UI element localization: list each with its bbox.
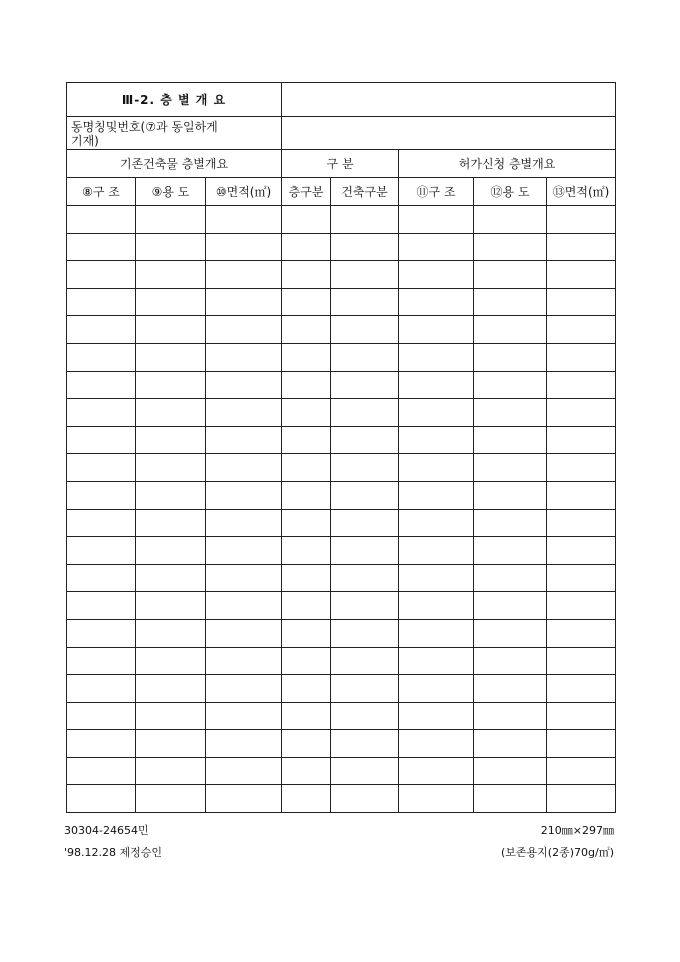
- table-cell[interactable]: [547, 619, 616, 647]
- table-cell[interactable]: [67, 619, 136, 647]
- table-cell[interactable]: [399, 647, 474, 675]
- table-cell[interactable]: [136, 647, 206, 675]
- table-cell[interactable]: [474, 564, 547, 592]
- table-cell[interactable]: [136, 730, 206, 758]
- table-cell[interactable]: [136, 288, 206, 316]
- table-cell[interactable]: [331, 675, 399, 703]
- table-cell[interactable]: [399, 730, 474, 758]
- table-cell[interactable]: [206, 481, 282, 509]
- table-cell[interactable]: [331, 261, 399, 289]
- table-cell[interactable]: [399, 206, 474, 234]
- paper-spec: (보존용지(2종)70g/㎡): [501, 846, 614, 859]
- table-row: [67, 702, 616, 730]
- table-cell[interactable]: [136, 261, 206, 289]
- form-number: 30304-24654민: [64, 824, 149, 837]
- table-cell[interactable]: [547, 730, 616, 758]
- division-section-header: 구 분: [282, 150, 399, 178]
- table-cell[interactable]: [399, 343, 474, 371]
- table-cell[interactable]: [547, 316, 616, 344]
- floor-overview-table: [66, 82, 616, 813]
- table-cell[interactable]: [399, 481, 474, 509]
- table-cell[interactable]: [136, 206, 206, 234]
- table-cell[interactable]: [206, 702, 282, 730]
- table-cell[interactable]: [206, 261, 282, 289]
- table-cell[interactable]: [67, 564, 136, 592]
- table-cell[interactable]: [136, 509, 206, 537]
- table-cell[interactable]: [136, 343, 206, 371]
- table-cell[interactable]: [282, 619, 331, 647]
- table-row: [67, 481, 616, 509]
- table-cell[interactable]: [282, 261, 331, 289]
- table-row: [67, 592, 616, 620]
- table-cell[interactable]: [136, 592, 206, 620]
- table-cell[interactable]: [67, 206, 136, 234]
- building-name-field[interactable]: [282, 117, 616, 150]
- table-row: [67, 619, 616, 647]
- table-cell[interactable]: [282, 343, 331, 371]
- table-row: [67, 316, 616, 344]
- data-rows: [67, 206, 616, 813]
- table-cell[interactable]: [331, 343, 399, 371]
- table-cell[interactable]: [206, 730, 282, 758]
- table-cell[interactable]: [67, 509, 136, 537]
- table-cell[interactable]: [206, 564, 282, 592]
- table-row: [67, 288, 616, 316]
- table-cell[interactable]: [547, 371, 616, 399]
- table-cell[interactable]: [282, 454, 331, 482]
- table-row: [67, 426, 616, 454]
- table-cell[interactable]: [547, 757, 616, 785]
- table-cell[interactable]: [331, 537, 399, 565]
- table-cell[interactable]: [282, 757, 331, 785]
- approval-date: '98.12.28 제정승인: [64, 846, 163, 859]
- table-cell[interactable]: [206, 509, 282, 537]
- table-cell[interactable]: [399, 371, 474, 399]
- table-cell[interactable]: [67, 702, 136, 730]
- table-cell[interactable]: [547, 647, 616, 675]
- table-cell[interactable]: [136, 675, 206, 703]
- building-label-line2: 기재): [71, 134, 99, 148]
- table-cell[interactable]: [399, 509, 474, 537]
- table-cell[interactable]: [67, 481, 136, 509]
- table-cell[interactable]: [67, 288, 136, 316]
- table-cell[interactable]: [136, 785, 206, 813]
- table-row: [67, 564, 616, 592]
- table-cell[interactable]: [399, 399, 474, 427]
- table-cell[interactable]: [547, 509, 616, 537]
- table-cell[interactable]: [67, 675, 136, 703]
- table-cell[interactable]: [547, 592, 616, 620]
- table-cell[interactable]: [67, 261, 136, 289]
- table-cell[interactable]: [331, 206, 399, 234]
- table-cell[interactable]: [331, 454, 399, 482]
- table-cell[interactable]: [282, 730, 331, 758]
- table-cell[interactable]: [136, 757, 206, 785]
- table-cell[interactable]: [206, 757, 282, 785]
- table-cell[interactable]: [474, 730, 547, 758]
- table-cell[interactable]: [136, 619, 206, 647]
- table-cell[interactable]: [206, 675, 282, 703]
- table-cell[interactable]: [136, 537, 206, 565]
- table-cell[interactable]: [331, 730, 399, 758]
- table-cell[interactable]: [474, 288, 547, 316]
- table-cell[interactable]: [282, 288, 331, 316]
- table-cell[interactable]: [282, 647, 331, 675]
- table-cell[interactable]: [206, 371, 282, 399]
- table-row: [67, 509, 616, 537]
- table-cell[interactable]: [136, 426, 206, 454]
- table-cell[interactable]: [399, 454, 474, 482]
- table-cell[interactable]: [474, 647, 547, 675]
- table-cell[interactable]: [399, 564, 474, 592]
- table-cell[interactable]: [136, 702, 206, 730]
- table-row: [67, 343, 616, 371]
- column-header-area: ⑩면적(㎡): [206, 178, 282, 206]
- table-cell[interactable]: [67, 399, 136, 427]
- table-cell[interactable]: [399, 316, 474, 344]
- table-cell[interactable]: [399, 757, 474, 785]
- table-cell[interactable]: [282, 564, 331, 592]
- table-cell[interactable]: [399, 537, 474, 565]
- existing-section-header: 기존건축물 층별개요: [67, 150, 282, 178]
- table-cell[interactable]: [67, 371, 136, 399]
- table-row: [67, 785, 616, 813]
- column-header-permit-structure: ⑪구 조: [399, 178, 474, 206]
- table-cell[interactable]: [331, 288, 399, 316]
- title-value-field[interactable]: [282, 83, 616, 117]
- table-cell[interactable]: [206, 592, 282, 620]
- table-cell[interactable]: [547, 399, 616, 427]
- table-cell[interactable]: [331, 426, 399, 454]
- table-cell[interactable]: [67, 757, 136, 785]
- table-cell[interactable]: [67, 647, 136, 675]
- table-cell[interactable]: [331, 481, 399, 509]
- table-cell[interactable]: [282, 675, 331, 703]
- table-cell[interactable]: [474, 592, 547, 620]
- table-cell[interactable]: [136, 316, 206, 344]
- table-cell[interactable]: [331, 371, 399, 399]
- table-cell[interactable]: [474, 371, 547, 399]
- table-cell[interactable]: [206, 316, 282, 344]
- table-cell[interactable]: [331, 785, 399, 813]
- table-cell[interactable]: [547, 343, 616, 371]
- table-cell[interactable]: [67, 537, 136, 565]
- table-row: [67, 730, 616, 758]
- table-cell[interactable]: [206, 399, 282, 427]
- table-cell[interactable]: [474, 426, 547, 454]
- table-cell[interactable]: [206, 233, 282, 261]
- table-cell[interactable]: [474, 537, 547, 565]
- table-cell[interactable]: [282, 785, 331, 813]
- table-cell[interactable]: [136, 481, 206, 509]
- table-row: [67, 647, 616, 675]
- building-name-label: [67, 117, 282, 150]
- table-cell[interactable]: [206, 537, 282, 565]
- table-cell[interactable]: [547, 785, 616, 813]
- table-cell[interactable]: [331, 509, 399, 537]
- table-cell[interactable]: [282, 233, 331, 261]
- table-cell[interactable]: [474, 785, 547, 813]
- table-cell[interactable]: [547, 426, 616, 454]
- table-cell[interactable]: [282, 426, 331, 454]
- table-cell[interactable]: [399, 592, 474, 620]
- column-header-permit-use: ⑫용 도: [474, 178, 547, 206]
- table-cell[interactable]: [67, 785, 136, 813]
- table-cell[interactable]: [136, 564, 206, 592]
- table-cell[interactable]: [474, 233, 547, 261]
- table-cell[interactable]: [67, 316, 136, 344]
- table-cell[interactable]: [282, 592, 331, 620]
- table-cell[interactable]: [331, 757, 399, 785]
- table-cell[interactable]: [206, 785, 282, 813]
- table-cell[interactable]: [282, 206, 331, 234]
- table-cell[interactable]: [206, 206, 282, 234]
- table-cell[interactable]: [282, 481, 331, 509]
- table-row: [67, 757, 616, 785]
- table-cell[interactable]: [206, 647, 282, 675]
- table-cell[interactable]: [474, 454, 547, 482]
- column-header-structure: ⑧구 조: [67, 178, 136, 206]
- table-cell[interactable]: [67, 343, 136, 371]
- table-cell[interactable]: [474, 619, 547, 647]
- table-cell[interactable]: [206, 288, 282, 316]
- table-cell[interactable]: [399, 785, 474, 813]
- table-cell[interactable]: [67, 730, 136, 758]
- table-cell[interactable]: [331, 592, 399, 620]
- table-cell[interactable]: [282, 316, 331, 344]
- table-cell[interactable]: [474, 399, 547, 427]
- table-row: [67, 261, 616, 289]
- table-row: [67, 233, 616, 261]
- table-cell[interactable]: [399, 426, 474, 454]
- table-cell[interactable]: [136, 454, 206, 482]
- table-cell[interactable]: [282, 509, 331, 537]
- table-cell[interactable]: [547, 481, 616, 509]
- paper-size: 210㎜×297㎜: [540, 824, 614, 837]
- table-cell[interactable]: [474, 343, 547, 371]
- table-cell[interactable]: [547, 206, 616, 234]
- form-title: Ⅲ-2. 층 별 개 요: [67, 83, 282, 117]
- table-cell[interactable]: [547, 288, 616, 316]
- column-header-permit-area: ⑬면적(㎡): [547, 178, 616, 206]
- table-cell[interactable]: [474, 261, 547, 289]
- table-cell[interactable]: [136, 371, 206, 399]
- table-cell[interactable]: [206, 619, 282, 647]
- table-cell[interactable]: [67, 233, 136, 261]
- building-label-line1: 동명칭및번호(⑦과 동일하게: [71, 120, 218, 134]
- table-cell[interactable]: [282, 399, 331, 427]
- table-row: [67, 399, 616, 427]
- table-cell[interactable]: [282, 702, 331, 730]
- table-row: [67, 537, 616, 565]
- table-cell[interactable]: [474, 509, 547, 537]
- table-cell[interactable]: [67, 454, 136, 482]
- table-cell[interactable]: [474, 316, 547, 344]
- table-row: [67, 371, 616, 399]
- table-cell[interactable]: [547, 261, 616, 289]
- table-cell[interactable]: [547, 675, 616, 703]
- table-cell[interactable]: [474, 757, 547, 785]
- table-cell[interactable]: [547, 537, 616, 565]
- table-cell[interactable]: [399, 619, 474, 647]
- table-cell[interactable]: [474, 702, 547, 730]
- column-header-construction-type: 건축구분: [331, 178, 399, 206]
- table-cell[interactable]: [399, 288, 474, 316]
- table-cell[interactable]: [399, 233, 474, 261]
- column-header-floor-division: 층구분: [282, 178, 331, 206]
- table-row: [67, 675, 616, 703]
- table-cell[interactable]: [331, 702, 399, 730]
- table-cell[interactable]: [547, 702, 616, 730]
- table-cell[interactable]: [547, 233, 616, 261]
- table-cell[interactable]: [331, 619, 399, 647]
- table-cell[interactable]: [399, 261, 474, 289]
- table-cell[interactable]: [206, 426, 282, 454]
- table-cell[interactable]: [206, 343, 282, 371]
- table-cell[interactable]: [474, 481, 547, 509]
- table-cell[interactable]: [282, 537, 331, 565]
- table-cell[interactable]: [547, 564, 616, 592]
- table-cell[interactable]: [331, 233, 399, 261]
- column-header-use: ⑨용 도: [136, 178, 206, 206]
- table-row: [67, 206, 616, 234]
- table-cell[interactable]: [206, 454, 282, 482]
- table-cell[interactable]: [136, 399, 206, 427]
- table-cell[interactable]: [67, 592, 136, 620]
- table-cell[interactable]: [136, 233, 206, 261]
- table-cell[interactable]: [331, 316, 399, 344]
- table-cell[interactable]: [282, 371, 331, 399]
- table-cell[interactable]: [547, 454, 616, 482]
- permit-section-header: 허가신청 층별개요: [399, 150, 616, 178]
- table-cell[interactable]: [474, 206, 547, 234]
- table-cell[interactable]: [67, 426, 136, 454]
- table-cell[interactable]: [399, 702, 474, 730]
- table-cell[interactable]: [399, 675, 474, 703]
- table-cell[interactable]: [331, 647, 399, 675]
- table-cell[interactable]: [331, 564, 399, 592]
- table-row: [67, 454, 616, 482]
- table-cell[interactable]: [474, 675, 547, 703]
- table-cell[interactable]: [331, 399, 399, 427]
